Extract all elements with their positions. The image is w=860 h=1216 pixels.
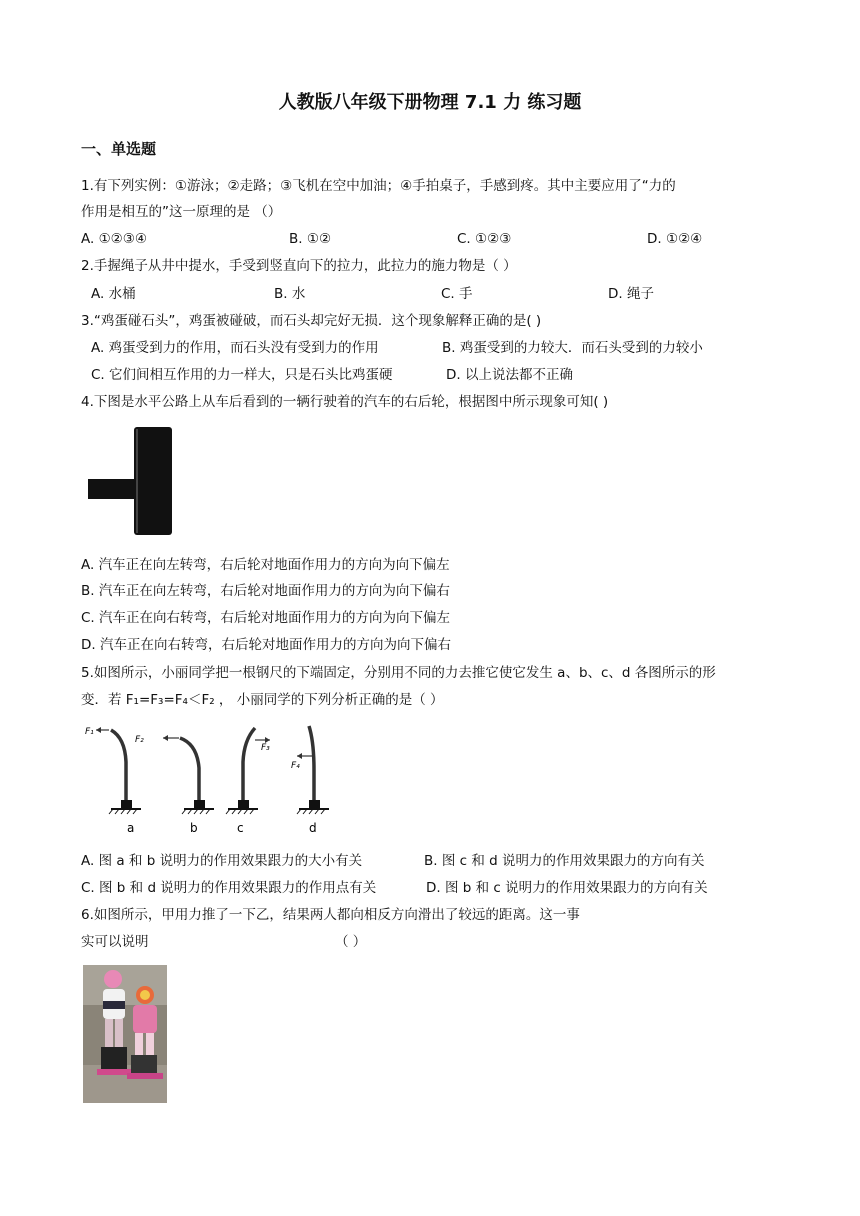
q5-option-d: D. 图 b 和 c 说明力的作用效果跟力的方向有关 xyxy=(426,880,708,896)
ruler-b xyxy=(135,735,214,835)
q4-option-b: B. 汽车正在向左转弯，右后轮对地面作用力的方向为向下偏右 xyxy=(81,583,450,599)
q1-option-d: D. ①②④ xyxy=(647,231,703,247)
page-title: 人教版八年级下册物理 7.1 力 练习题 xyxy=(278,92,582,113)
q2-option-d: D. 绳子 xyxy=(608,286,654,302)
q5-option-c: C. 图 b 和 d 说明力的作用效果跟力的作用点有关 xyxy=(81,880,377,896)
q6-answer-blank: （ ） xyxy=(335,934,367,950)
tire-deformation-figure xyxy=(83,423,178,543)
q3-option-d: D. 以上说法都不正确 xyxy=(446,367,573,383)
q1-text-line2: 作用是相互的”这一原理的是 （） xyxy=(81,204,282,220)
q4-option-c: C. 汽车正在向右转弯，右后轮对地面作用力的方向为向下偏左 xyxy=(81,610,451,626)
q5-text-line2: 变．若 F₁=F₃=F₄＜F₂ ， 小丽同学的下列分析正确的是（ ） xyxy=(81,692,444,708)
skating-children-photo xyxy=(83,965,167,1103)
q6-text-line1: 6.如图所示，甲用力推了一下乙，结果两人都向相反方向滑出了较远的距离。这一事 xyxy=(81,907,580,923)
q6-text-line2: 实可以说明 xyxy=(81,934,149,950)
fig-label-c: c xyxy=(237,821,244,835)
force-label-f1: F₁ xyxy=(85,727,94,737)
force-label-f4: F₄ xyxy=(291,761,300,771)
q2-option-b: B. 水 xyxy=(274,286,306,302)
steel-ruler-figure xyxy=(83,722,343,840)
q2-option-a: A. 水桶 xyxy=(91,286,136,302)
q5-option-a: A. 图 a 和 b 说明力的作用效果跟力的大小有关 xyxy=(81,853,363,869)
q1-option-a: A. ①②③④ xyxy=(81,231,147,247)
fig-label-a: a xyxy=(127,821,135,835)
q2-option-c: C. 手 xyxy=(441,286,473,302)
q3-text: 3.“鸡蛋碰石头”，鸡蛋被碰破，而石头却完好无损．这个现象解释正确的是( ) xyxy=(81,313,542,329)
q4-option-d: D. 汽车正在向右转弯，右后轮对地面作用力的方向为向下偏右 xyxy=(81,637,451,653)
force-label-f2: F₂ xyxy=(135,735,144,745)
ruler-d xyxy=(291,726,329,835)
ruler-c xyxy=(226,728,270,835)
force-label-f3: F₃ xyxy=(261,743,270,753)
q3-option-c: C. 它们间相互作用的力一样大，只是石头比鸡蛋硬 xyxy=(91,367,393,383)
q5-option-b: B. 图 c 和 d 说明力的作用效果跟力的方向有关 xyxy=(424,853,705,869)
q1-option-b: B. ①② xyxy=(289,231,332,247)
ruler-a xyxy=(85,727,141,835)
q4-option-a: A. 汽车正在向左转弯，右后轮对地面作用力的方向为向下偏左 xyxy=(81,557,450,573)
q2-text: 2.手握绳子从井中提水，手受到竖直向下的拉力，此拉力的施力物是（ ） xyxy=(81,258,517,274)
q5-text-line1: 5.如图所示，小丽同学把一根钢尺的下端固定，分别用不同的力去推它使它发生 a、b、c、d 各图所示的形 xyxy=(81,665,716,681)
q1-option-c: C. ①②③ xyxy=(457,231,512,247)
fig-label-d: d xyxy=(309,821,317,835)
section-heading: 一、单选题 xyxy=(81,140,157,158)
fig-label-b: b xyxy=(190,821,198,835)
q3-option-b: B. 鸡蛋受到的力较大．而石头受到的力较小 xyxy=(442,340,703,356)
q4-text: 4.下图是水平公路上从车后看到的一辆行驶着的汽车的右后轮，根据图中所示现象可知( ) xyxy=(81,394,609,410)
q1-text-line1: 1.有下列实例：①游泳；②走路；③飞机在空中加油；④手拍桌子，手感到疼。其中主要应用了“力的 xyxy=(81,178,676,194)
q3-option-a: A. 鸡蛋受到力的作用，而石头没有受到力的作用 xyxy=(91,340,379,356)
